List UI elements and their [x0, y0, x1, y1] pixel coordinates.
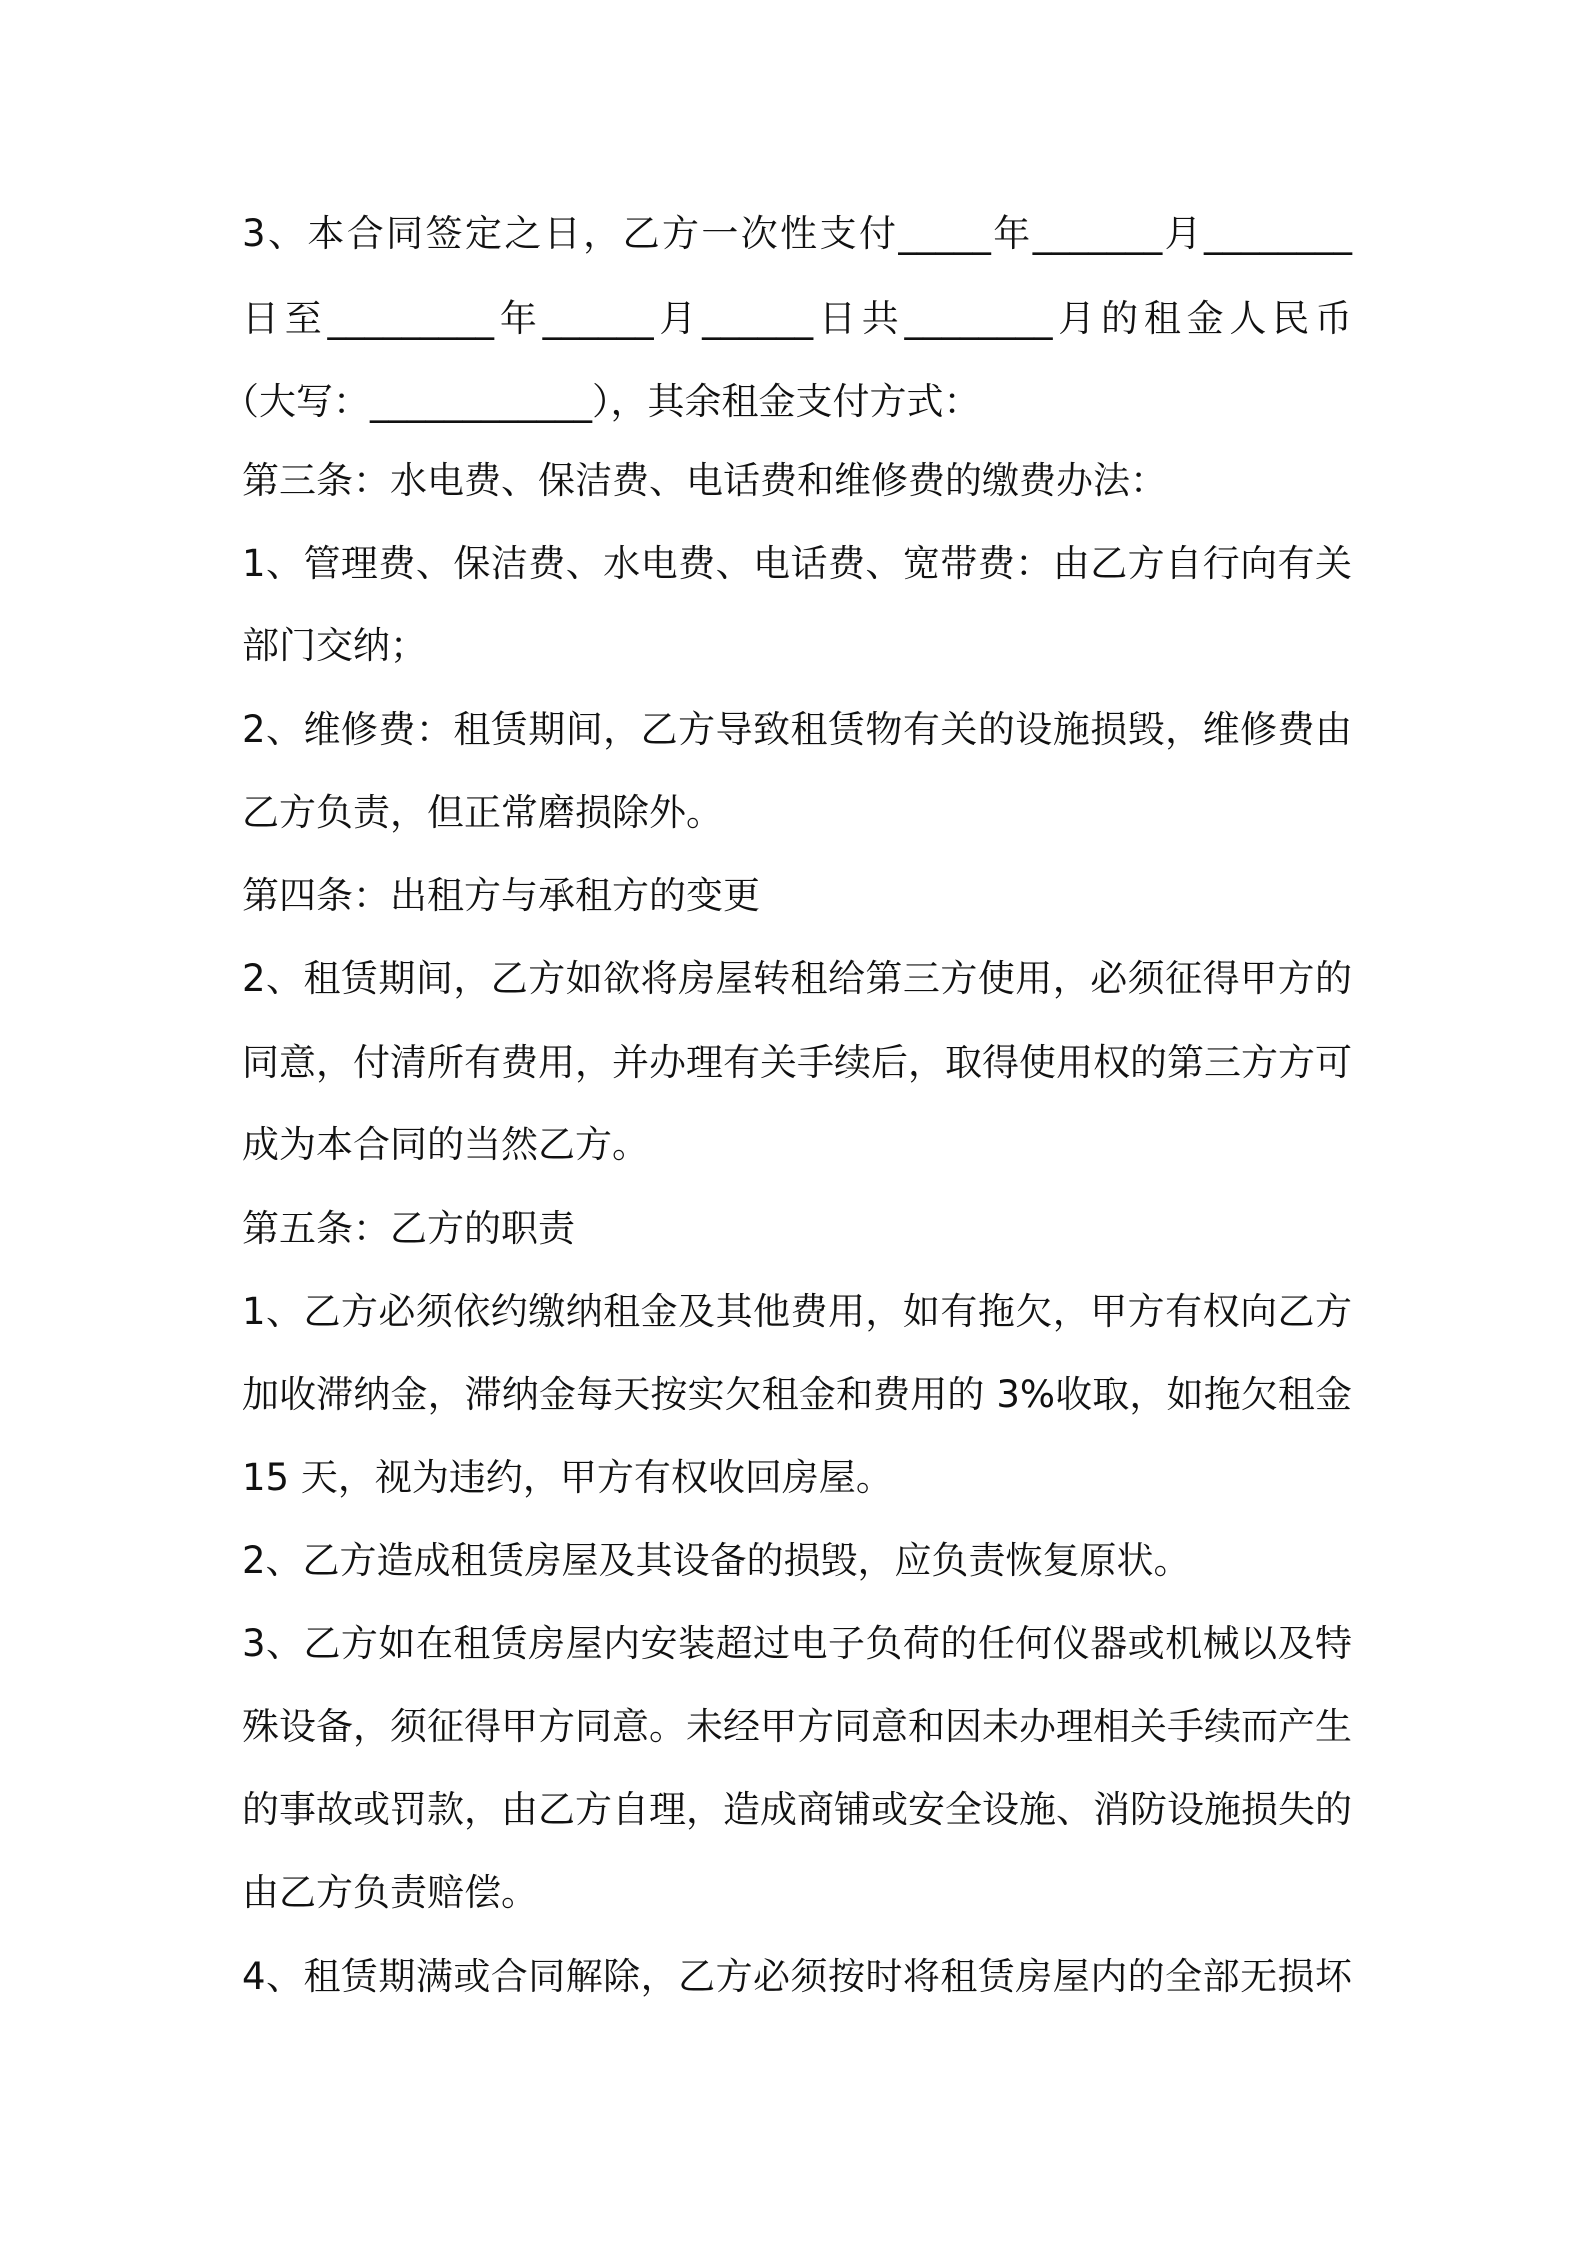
text-line-5: 1、管理费、保洁费、水电费、电话费、宽带费：由乙方自行向有关 [242, 542, 1352, 585]
text-line-7: 2、维修费：租赁期间，乙方导致租赁物有关的设施损毁，维修费由 [242, 708, 1352, 751]
section-heading-5: 第五条：乙方的职责 [242, 1207, 575, 1250]
text-line-10: 2、租赁期间，乙方如欲将房屋转租给第三方使用，必须征得甲方的 [242, 957, 1352, 1000]
text-line-16: 15 天，视为违约，甲方有权收回房屋。 [242, 1456, 893, 1499]
text-line-12: 成为本合同的当然乙方。 [242, 1123, 649, 1166]
text-line-22: 4、租赁期满或合同解除，乙方必须按时将租赁房屋内的全部无损坏 [242, 1955, 1352, 1998]
section-heading-4: 第四条：出租方与承租方的变更 [242, 874, 760, 917]
text-line-2: 日至_________年______月______日共________月的租金人民币 [242, 297, 1352, 340]
text-line-8: 乙方负责，但正常磨损除外。 [242, 791, 723, 834]
text-line-21: 由乙方负责赔偿。 [242, 1871, 538, 1914]
text-line-20: 的事故或罚款，由乙方自理，造成商铺或安全设施、消防设施损失的 [242, 1788, 1352, 1831]
text-line-3: （大写：____________），其余租金支付方式： [222, 380, 981, 423]
text-line-14: 1、乙方必须依约缴纳租金及其他费用，如有拖欠，甲方有权向乙方 [242, 1290, 1352, 1333]
text-line-1: 3、本合同签定之日，乙方一次性支付_____年_______月________ [242, 212, 1352, 255]
text-line-15: 加收滞纳金，滞纳金每天按实欠租金和费用的 3%收取，如拖欠租金 [242, 1373, 1352, 1416]
text-line-6: 部门交纳； [242, 624, 427, 667]
text-line-18: 3、乙方如在租赁房屋内安装超过电子负荷的任何仪器或机械以及特 [242, 1622, 1352, 1665]
text-line-19: 殊设备，须征得甲方同意。未经甲方同意和因未办理相关手续而产生 [242, 1705, 1352, 1748]
text-line-11: 同意，付清所有费用，并办理有关手续后，取得使用权的第三方方可 [242, 1041, 1352, 1084]
section-heading-3: 第三条：水电费、保洁费、电话费和维修费的缴费办法： [242, 459, 1167, 502]
text-line-17: 2、乙方造成租赁房屋及其设备的损毁，应负责恢复原状。 [242, 1539, 1191, 1582]
